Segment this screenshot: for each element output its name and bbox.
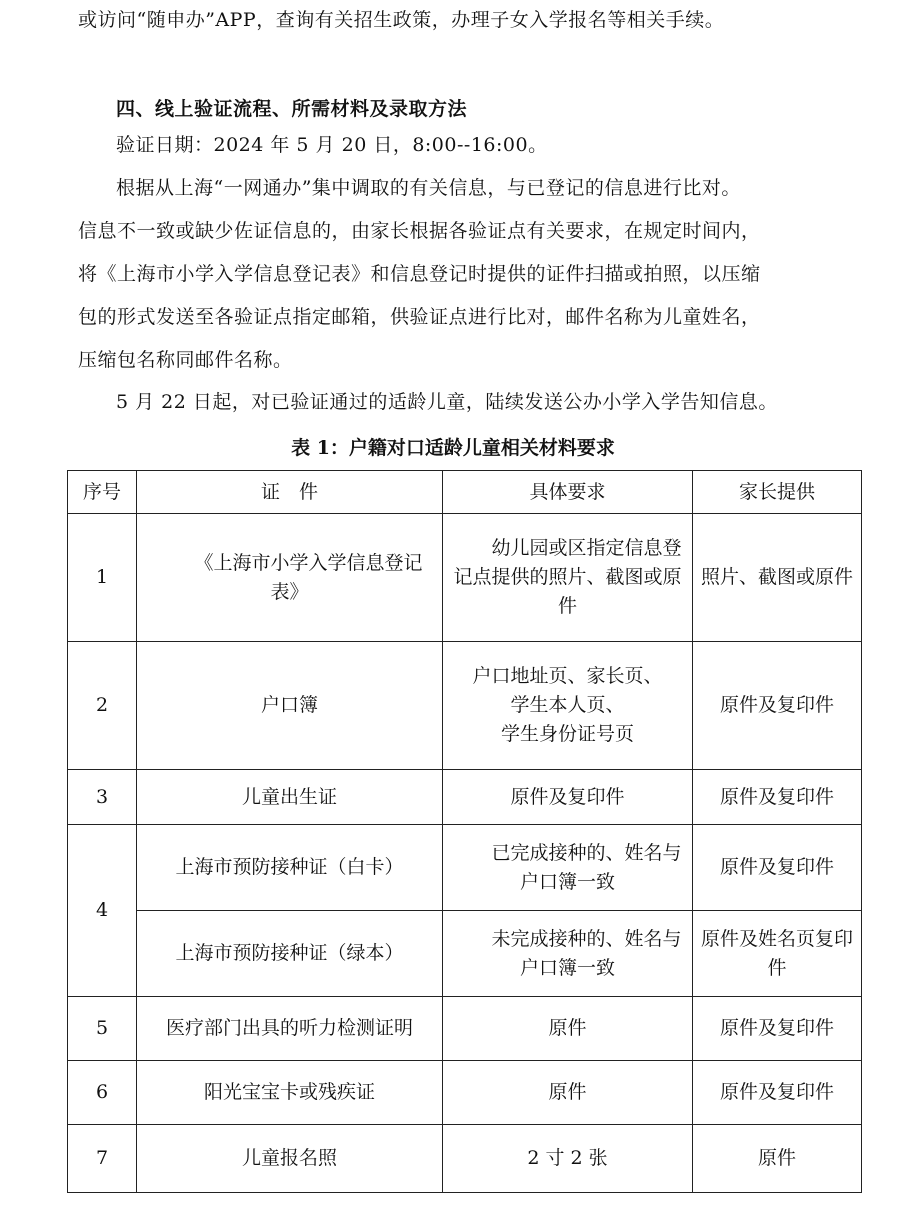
compare-paragraph-line-3: 将《上海市小学入学信息登记表》和信息登记时提供的证件扫描或拍照，以压缩 bbox=[78, 263, 761, 285]
section-heading: 四、线上验证流程、所需材料及录取方法 bbox=[116, 98, 468, 120]
table-row bbox=[68, 825, 862, 911]
requirement-cell: 未完成接种的、姓名与户口簿一致 bbox=[443, 911, 693, 997]
header-requirement: 具体要求 bbox=[443, 471, 693, 514]
header-document: 证 件 bbox=[137, 471, 443, 514]
row-number: 4 bbox=[68, 825, 137, 997]
row-number: 6 bbox=[68, 1061, 137, 1125]
header-parent-provides: 家长提供 bbox=[693, 471, 862, 514]
requirement-cell bbox=[443, 642, 693, 770]
table-row bbox=[68, 997, 862, 1061]
compare-paragraph-line-5: 压缩包名称同邮件名称。 bbox=[78, 349, 293, 371]
requirement-cell: 2 寸 2 张 bbox=[443, 1125, 693, 1193]
document-cell: 医疗部门出具的听力检测证明 bbox=[137, 997, 443, 1061]
requirement-cell: 原件及复印件 bbox=[443, 770, 693, 825]
compare-paragraph-line-1: 根据从上海“一网通办”集中调取的有关信息，与已登记的信息进行比对。 bbox=[116, 177, 741, 199]
table-caption: 表 1：户籍对口适龄儿童相关材料要求 bbox=[291, 437, 615, 459]
provide-cell: 照片、截图或原件 bbox=[693, 514, 862, 642]
requirement-cell: 幼儿园或区指定信息登记点提供的照片、截图或原件 bbox=[443, 514, 693, 642]
table-header-row bbox=[68, 471, 862, 514]
provide-cell: 原件及复印件 bbox=[693, 1061, 862, 1125]
document-cell: 《上海市小学入学信息登记表》 bbox=[137, 514, 443, 642]
notice-paragraph: 5 月 22 日起，对已验证通过的适龄儿童，陆续发送公办小学入学告知信息。 bbox=[116, 391, 778, 413]
requirement-cell: 原件 bbox=[443, 997, 693, 1061]
compare-paragraph-line-4: 包的形式发送至各验证点指定邮箱，供验证点进行比对，邮件名称为儿童姓名， bbox=[78, 306, 761, 328]
table-row bbox=[68, 1125, 862, 1193]
compare-paragraph-line-2: 信息不一致或缺少佐证信息的，由家长根据各验证点有关要求，在规定时间内， bbox=[78, 220, 761, 242]
header-no: 序号 bbox=[68, 471, 137, 514]
document-cell: 上海市预防接种证（绿本） bbox=[137, 911, 443, 997]
row-number: 1 bbox=[68, 514, 137, 642]
intro-paragraph: 或访问“随申办”APP，查询有关招生政策，办理子女入学报名等相关手续。 bbox=[78, 9, 725, 31]
materials-table bbox=[67, 470, 862, 1193]
row-number: 2 bbox=[68, 642, 137, 770]
provide-cell: 原件及复印件 bbox=[693, 770, 862, 825]
document-cell: 上海市预防接种证（白卡） bbox=[137, 825, 443, 911]
row-number: 7 bbox=[68, 1125, 137, 1193]
provide-cell: 原件及复印件 bbox=[693, 997, 862, 1061]
table-row bbox=[68, 514, 862, 642]
table-row bbox=[68, 770, 862, 825]
table-row bbox=[68, 911, 862, 997]
document-cell: 儿童出生证 bbox=[137, 770, 443, 825]
document-cell: 户口簿 bbox=[137, 642, 443, 770]
provide-cell: 原件 bbox=[693, 1125, 862, 1193]
provide-cell: 原件及复印件 bbox=[693, 825, 862, 911]
verify-date-line: 验证日期：2024 年 5 月 20 日，8:00--16:00。 bbox=[116, 134, 548, 156]
provide-cell: 原件及姓名页复印件 bbox=[693, 911, 862, 997]
row-number: 3 bbox=[68, 770, 137, 825]
provide-cell: 原件及复印件 bbox=[693, 642, 862, 770]
document-cell: 阳光宝宝卡或残疾证 bbox=[137, 1061, 443, 1125]
requirement-line: 户口地址页、家长页、 bbox=[472, 665, 663, 687]
requirement-cell: 原件 bbox=[443, 1061, 693, 1125]
table-row bbox=[68, 1061, 862, 1125]
row-number: 5 bbox=[68, 997, 137, 1061]
table-row bbox=[68, 642, 862, 770]
requirement-cell: 已完成接种的、姓名与户口簿一致 bbox=[443, 825, 693, 911]
requirement-line: 学生本人页、 bbox=[510, 694, 625, 716]
requirement-line: 学生身份证号页 bbox=[500, 723, 634, 745]
document-cell: 儿童报名照 bbox=[137, 1125, 443, 1193]
